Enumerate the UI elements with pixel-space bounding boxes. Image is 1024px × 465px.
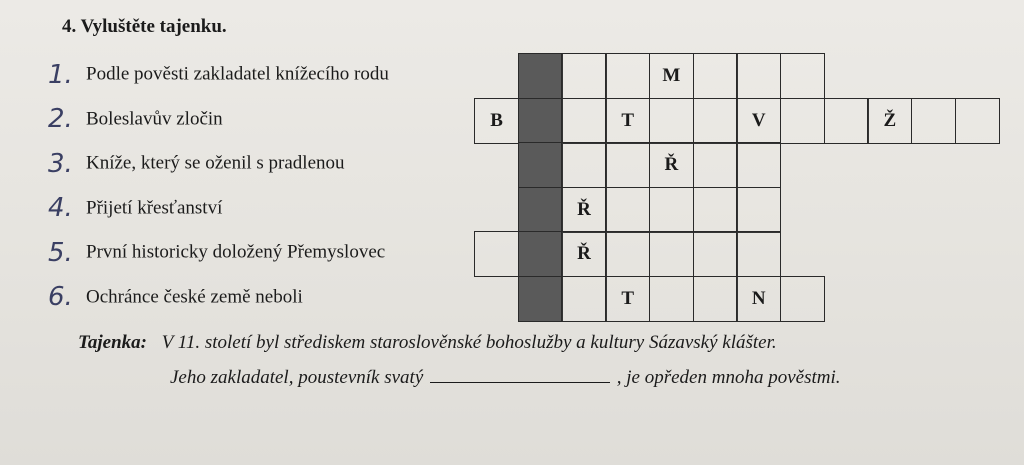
- crossword-cell[interactable]: [605, 187, 650, 233]
- crossword-cell[interactable]: [649, 231, 694, 277]
- clue-text: Boleslavův zločin: [86, 108, 223, 130]
- clue-number: 6.: [48, 282, 73, 313]
- crossword-cell[interactable]: N: [736, 276, 781, 322]
- crossword-cell[interactable]: [911, 98, 956, 144]
- crossword-cell[interactable]: [561, 276, 606, 322]
- crossword-cell[interactable]: [605, 231, 650, 277]
- crossword-cell[interactable]: [693, 276, 738, 322]
- clue-number: 4.: [48, 193, 73, 224]
- crossword-cell[interactable]: [955, 98, 1000, 144]
- crossword-cell[interactable]: M: [649, 53, 694, 99]
- crossword-cell[interactable]: B: [474, 98, 519, 144]
- crossword-cell[interactable]: [693, 231, 738, 277]
- crossword-cell[interactable]: [736, 53, 781, 99]
- solution-sentence-text: V 11. století byl střediskem staroslověnské bohoslužby a kultury Sázavský klášter.: [161, 332, 777, 353]
- crossword-cell[interactable]: [693, 142, 738, 188]
- crossword-cell[interactable]: V: [736, 98, 781, 144]
- crossword-cell[interactable]: Ř: [561, 187, 606, 233]
- crossword-cell[interactable]: Ř: [649, 142, 694, 188]
- clue-number: 2.: [48, 104, 73, 135]
- solution-cell[interactable]: [518, 53, 563, 99]
- solution-sentence-line-1: [78, 332, 777, 354]
- crossword-cell[interactable]: [649, 98, 694, 144]
- crossword-cell[interactable]: [474, 231, 519, 277]
- solution-cell[interactable]: [518, 231, 563, 277]
- solution-cell[interactable]: [518, 187, 563, 233]
- clue-text: Přijetí křesťanství: [86, 197, 223, 219]
- clue-text: Podle pověsti zakladatel knížecího rodu: [86, 63, 389, 85]
- solution-sentence-before-blank: Jeho zakladatel, poustevník svatý: [170, 367, 424, 388]
- clue-text: Ochránce české země neboli: [86, 286, 303, 308]
- solution-cell[interactable]: [518, 276, 563, 322]
- solution-sentence-after-blank: , je opředen mnoha pověstmi.: [616, 367, 841, 388]
- crossword-cell[interactable]: [693, 187, 738, 233]
- crossword-cell[interactable]: [561, 142, 606, 188]
- clue-number: 1.: [48, 59, 73, 90]
- crossword-cell[interactable]: [736, 231, 781, 277]
- crossword-cell[interactable]: [736, 187, 781, 233]
- crossword-cell[interactable]: [824, 98, 869, 144]
- crossword-cell[interactable]: [780, 53, 825, 99]
- crossword-cell[interactable]: [780, 276, 825, 322]
- answer-blank[interactable]: [430, 364, 610, 383]
- clue-number: 3.: [48, 148, 73, 179]
- crossword-cell[interactable]: [605, 53, 650, 99]
- crossword-cell[interactable]: T: [605, 276, 650, 322]
- crossword-cell[interactable]: [561, 53, 606, 99]
- crossword-cell[interactable]: [780, 98, 825, 144]
- crossword-cell[interactable]: Ř: [561, 231, 606, 277]
- crossword-cell[interactable]: Ž: [867, 98, 912, 144]
- crossword-cell[interactable]: [605, 142, 650, 188]
- solution-cell[interactable]: [518, 98, 563, 144]
- crossword-cell[interactable]: [649, 187, 694, 233]
- crossword-cell[interactable]: [693, 98, 738, 144]
- crossword-cell[interactable]: [693, 53, 738, 99]
- crossword-cell[interactable]: T: [605, 98, 650, 144]
- crossword-cell[interactable]: [649, 276, 694, 322]
- clue-number: 5.: [48, 237, 73, 268]
- crossword-cell[interactable]: [561, 98, 606, 144]
- task-title: 4. Vyluštěte tajenku.: [62, 16, 227, 37]
- solution-cell[interactable]: [518, 142, 563, 188]
- clue-text: První historicky doložený Přemyslovec: [86, 241, 386, 263]
- crossword-cell[interactable]: [736, 142, 781, 188]
- solution-label: Tajenka:: [78, 332, 147, 353]
- solution-sentence-line-2: [170, 364, 841, 389]
- clue-text: Kníže, který se oženil s pradlenou: [86, 152, 345, 174]
